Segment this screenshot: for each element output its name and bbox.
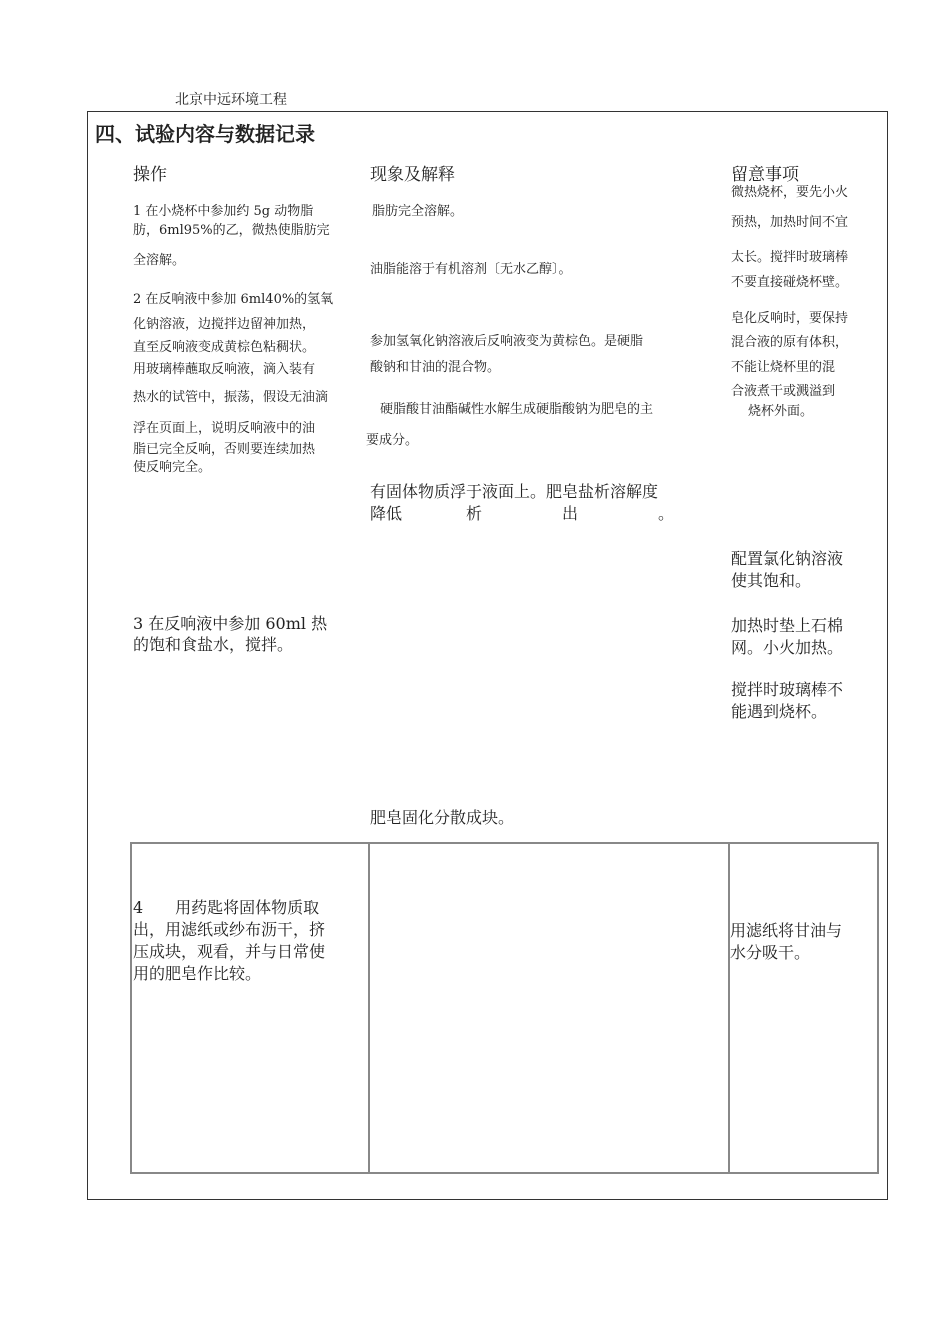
step2-operation-line: 用玻璃棒蘸取反响液，滴入装有: [133, 362, 316, 377]
step2-operation-line: 化钠溶液，边搅拌边留神加热，: [133, 317, 316, 332]
step3-note-line: 搅拌时玻璃棒不: [731, 680, 844, 699]
column-header-notes: 留意事项: [731, 165, 799, 185]
step1-operation-line: 1 在小烧杯中参加约 5g 动物脂: [133, 204, 314, 219]
step2-operation-line: 使反响完全。: [133, 460, 212, 475]
step3-operation-line: 3 在反响液中参加 60ml 热: [133, 614, 328, 633]
step4-notes-cell: [730, 844, 877, 1172]
step3-note-line: 配置氯化钠溶液: [731, 549, 844, 568]
step3-note-line: 网。小火加热。: [731, 638, 844, 657]
step2-note-line: 皂化反响时，要保持: [731, 311, 849, 326]
step4-note-line: 水分吸干。: [730, 943, 811, 962]
step2-operation-line: 直至反响液变成黄棕色粘稠状。: [133, 340, 316, 355]
step4-operation-cell: [132, 844, 370, 1172]
step2-note-line: 合液煮干或溅溢到: [731, 384, 836, 399]
step4-note-line: 用滤纸将甘油与: [730, 921, 843, 940]
step1-note-line: 微热烧杯，要先小火: [731, 185, 849, 200]
step4-phenomenon-cell: [370, 844, 730, 1172]
step4-operation-line: 4 用药匙将固体物质取: [133, 898, 320, 917]
step1-note-line: 太长。搅拌时玻璃棒: [731, 250, 849, 265]
step1-operation-line: 肪，6ml95%的乙，微热使脂肪完: [133, 223, 330, 238]
step4-operation-line: 出，用滤纸或纱布沥干，挤: [133, 920, 326, 939]
step3-note-line: 加热时垫上石棉: [731, 616, 844, 635]
step4-table-row: [130, 842, 879, 1174]
step3-phenomenon-line: 降低 析 出 。: [370, 504, 675, 523]
step2-note-line: 不能让烧杯里的混: [731, 360, 836, 375]
step2-phenomenon-line: 硬脂酸甘油酯碱性水解生成硬脂酸钠为肥皂的主: [380, 402, 654, 417]
step2-note-line: 混合液的原有体积，: [731, 335, 849, 350]
step1-phenomenon-line: 脂肪完全溶解。: [372, 204, 464, 219]
step3-note-line: 能遇到烧杯。: [731, 702, 828, 721]
step2-phenomenon-line: 要成分。: [366, 433, 419, 448]
step2-operation-line: 脂已完全反响，否则要连续加热: [133, 442, 316, 457]
step3-operation-line: 的饱和食盐水，搅拌。: [133, 635, 294, 654]
step2-operation-line: 热水的试管中，振荡，假设无油滴: [133, 390, 329, 405]
section-title: 四、试验内容与数据记录: [95, 122, 315, 146]
step1-phenomenon-line: 油脂能溶于有机溶剂〔无水乙醇〕。: [370, 262, 572, 277]
step2-operation-line: 浮在页面上，说明反响液中的油: [133, 421, 316, 436]
step4-operation-line: 压成块，观看，并与日常使: [133, 942, 326, 961]
step3-phenomenon-result: 肥皂固化分散成块。: [370, 808, 515, 827]
column-header-phenomenon: 现象及解释: [370, 165, 455, 185]
column-header-operation: 操作: [133, 165, 167, 185]
step1-note-line: 不要直接碰烧杯壁。: [731, 275, 849, 290]
step1-note-line: 预热，加热时间不宜: [731, 215, 849, 230]
step2-operation-line: 2 在反响液中参加 6ml40%的氢氧: [133, 292, 334, 307]
step3-phenomenon-line: 有固体物质浮于液面上。肥皂盐析溶解度: [370, 482, 659, 501]
step2-phenomenon-line: 参加氢氧化钠溶液后反响液变为黄棕色。是硬脂: [370, 334, 644, 349]
step2-phenomenon-line: 酸钠和甘油的混合物。: [370, 360, 501, 375]
step2-note-line: 烧杯外面。: [748, 404, 814, 419]
header-note: 北京中远环境工程: [175, 92, 287, 108]
step4-operation-line: 用的肥皂作比较。: [133, 964, 262, 983]
step3-note-line: 使其饱和。: [731, 571, 812, 590]
step1-operation-line: 全溶解。: [133, 253, 186, 268]
